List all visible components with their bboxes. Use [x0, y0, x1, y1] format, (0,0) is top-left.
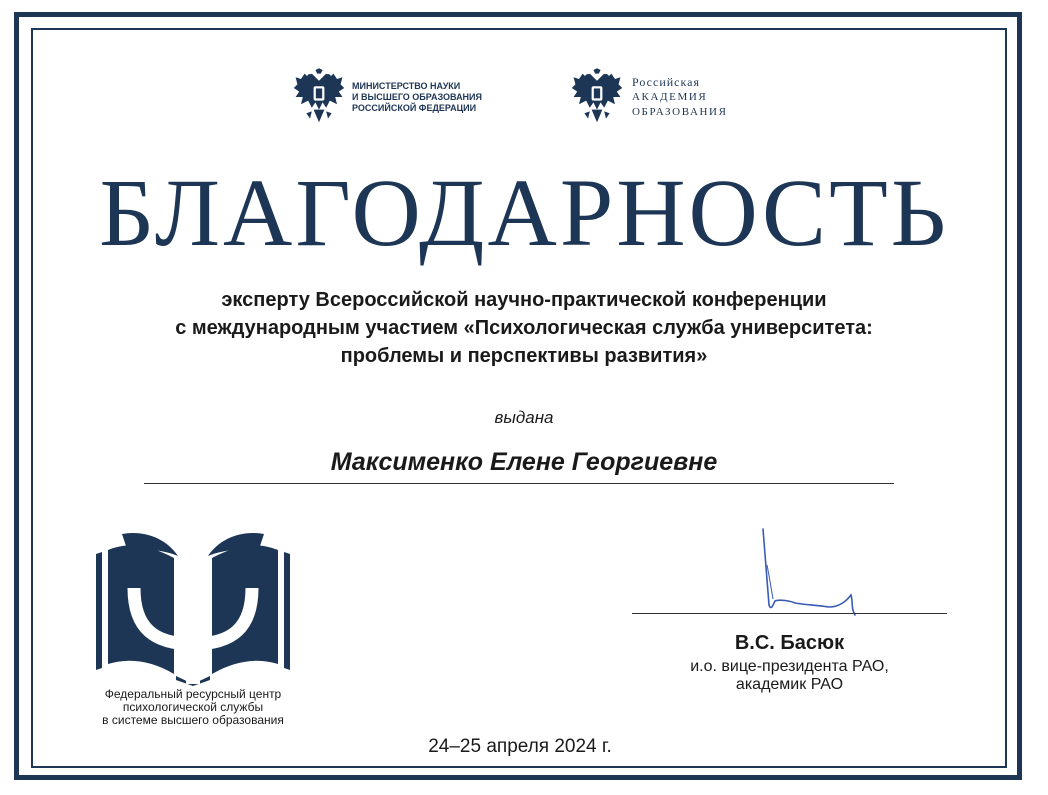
double-headed-eagle-icon	[292, 68, 346, 126]
center-name-line-3: в системе высшего образования	[102, 713, 284, 727]
recipient-underline	[144, 483, 894, 484]
subtitle-line-1: эксперту Всероссийской научно-практической конференции	[221, 289, 827, 311]
recipient-name: Максименко Елене Георгиевне	[330, 448, 718, 476]
issued-label: выдана	[494, 408, 554, 427]
signature-line	[632, 613, 947, 614]
academy-name-line-3: ОБРАЗОВАНИЯ	[632, 105, 728, 118]
center-name-line-2: психологической службы	[122, 700, 264, 714]
signer-position	[632, 658, 947, 694]
ministry-logo	[292, 68, 482, 126]
academy-name-line-1: Российская	[632, 74, 700, 89]
signer-name: В.С. Басюк	[734, 632, 845, 654]
signer-position-line-2: академик РАО	[735, 676, 844, 693]
ministry-name-line-1: МИНИСТЕРСТВО НАУКИ	[352, 80, 461, 91]
psi-book-logo-icon	[94, 528, 292, 686]
ministry-name-line-2: И ВЫСШЕГО ОБРАЗОВАНИЯ	[352, 91, 482, 102]
resource-center-name	[86, 688, 300, 727]
certificate-subtitle	[0, 286, 1048, 370]
subtitle-line-2: с международным участием «Психологическая служба университета:	[175, 317, 873, 339]
signer-position-line-1: и.о. вице-президента РАО,	[690, 658, 889, 675]
center-name-line-1: Федеральный ресурсный центр	[104, 687, 282, 701]
academy-name-line-2: АКАДЕМИЯ	[632, 90, 708, 103]
conference-date: 24–25 апреля 2024 г.	[428, 736, 612, 757]
subtitle-line-3: проблемы и перспективы развития»	[340, 345, 708, 367]
handwritten-signature	[755, 525, 867, 625]
certificate-title: БЛАГОДАРНОСТЬ	[99, 159, 949, 266]
academy-logo	[570, 68, 728, 126]
double-headed-eagle-icon	[570, 68, 624, 126]
ministry-name-line-3: РОССИЙСКОЙ ФЕДЕРАЦИИ	[352, 102, 477, 113]
